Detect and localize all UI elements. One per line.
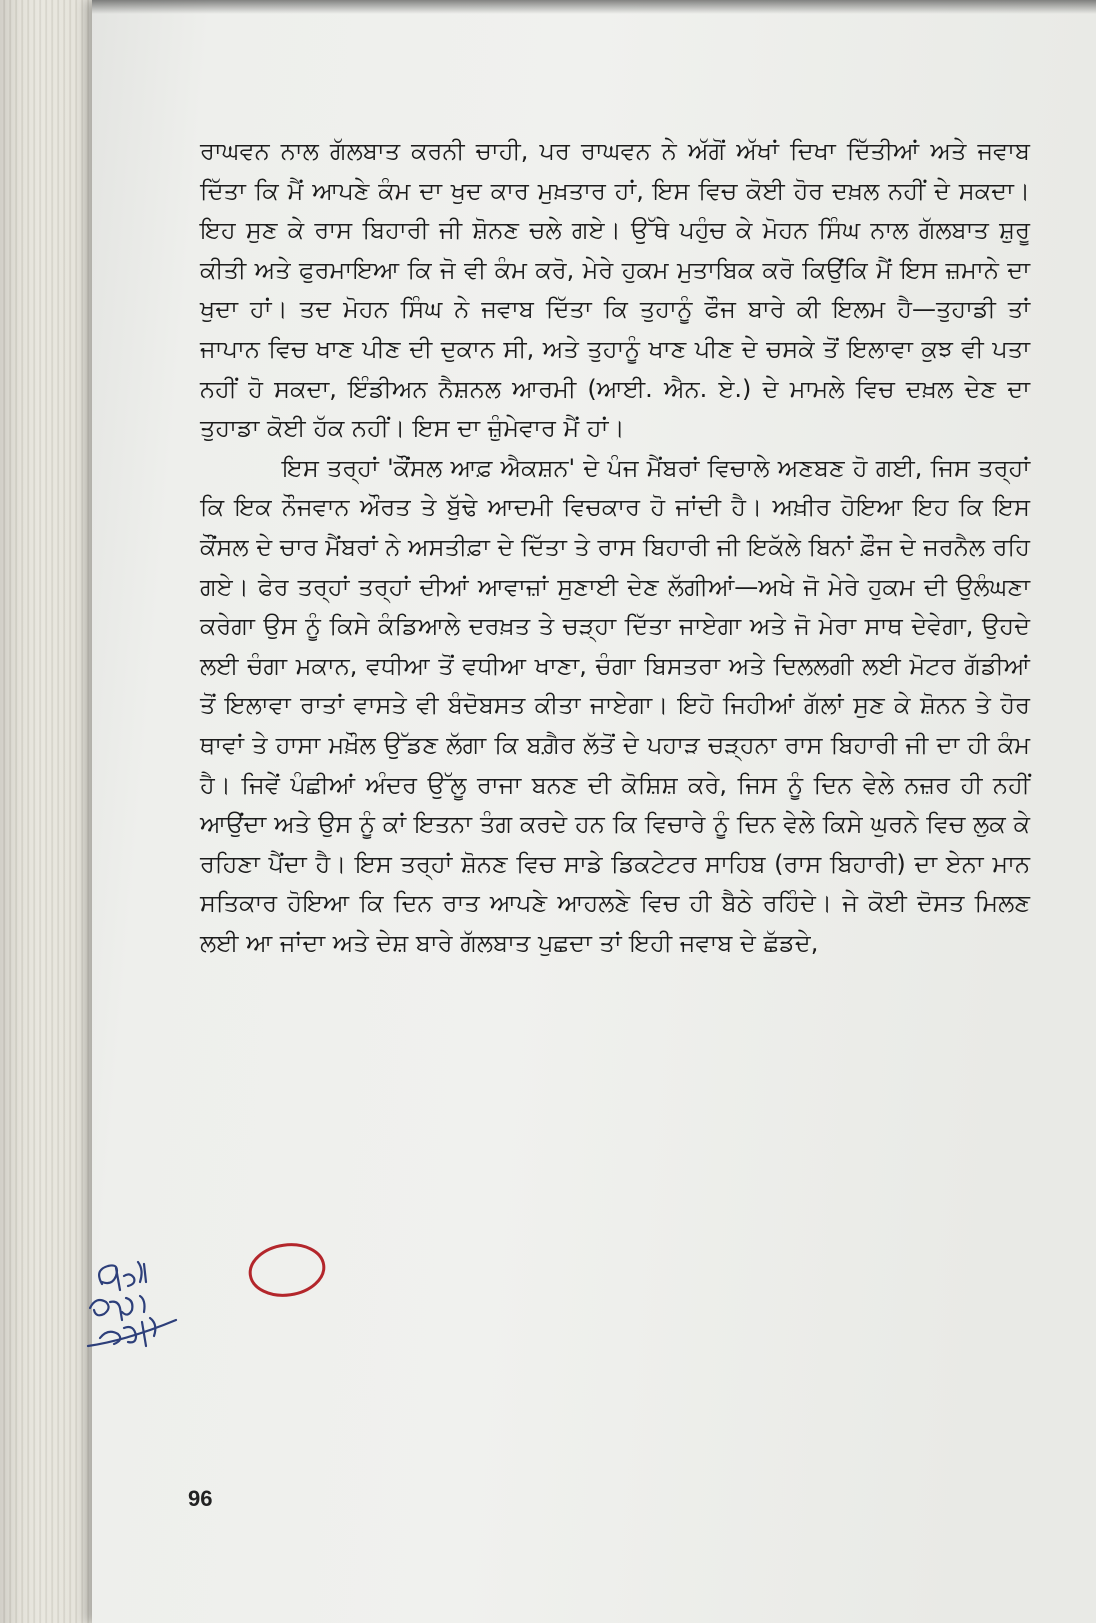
margin-note-scribble xyxy=(80,1246,190,1366)
page-top-shadow xyxy=(92,0,1096,14)
paragraph-1: ਰਾਘਵਨ ਨਾਲ ਗੱਲਬਾਤ ਕਰਨੀ ਚਾਹੀ, ਪਰ ਰਾਘਵਨ ਨੇ ਅੱਗੋਂ ਅੱਖਾਂ ਦਿਖਾ ਦਿੱਤੀਆਂ ਅਤੇ ਜਵਾਬ ਦਿੱਤਾ ਕਿ ਮੈਂ ਆਪਣੇ ਕੰਮ ਦਾ ਖੁਦ ਕਾਰ ਮੁਖ਼ਤਾਰ ਹਾਂ, ਇਸ ਵਿਚ ਕੋਈ ਹੋਰ ਦਖ਼ਲ ਨਹੀਂ ਦੇ ਸਕਦਾ। ਇਹ ਸੁਣ ਕੇ ਰਾਸ ਬਿਹਾਰੀ ਜੀ ਸ਼ੋਨਣ ਚਲੇ ਗਏ। ਉੱਥੇ ਪਹੁੰਚ ਕੇ ਮੋਹਨ ਸਿੰਘ ਨਾਲ ਗੱਲਬਾਤ ਸ਼ੁਰੂ ਕੀਤੀ ਅਤੇ ਫੁਰਮਾਇਆ ਕਿ ਜੋ ਵੀ ਕੰਮ ਕਰੋ, ਮੇਰੇ ਹੁਕਮ ਮੁਤਾਬਿਕ ਕਰੋ ਕਿਉਂਕਿ ਮੈਂ ਇਸ ਜ਼ਮਾਨੇ ਦਾ ਖੁਦਾ ਹਾਂ। ਤਦ ਮੋਹਨ ਸਿੰਘ ਨੇ ਜਵਾਬ ਦਿੱਤਾ ਕਿ ਤੁਹਾਨੂੰ ਫੌਜ ਬਾਰੇ ਕੀ ਇਲਮ ਹੈ—ਤੁਹਾਡੀ ਤਾਂ ਜਾਪਾਨ ਵਿਚ ਖਾਣ ਪੀਣ ਦੀ ਦੁਕਾਨ ਸੀ, ਅਤੇ ਤੁਹਾਨੂੰ ਖਾਣ ਪੀਣ ਦੇ ਚਸਕੇ ਤੋਂ ਇਲਾਵਾ ਕੁਝ ਵੀ ਪਤਾ ਨਹੀਂ ਹੋ ਸਕਦਾ, ਇੰਡੀਅਨ ਨੈਸ਼ਨਲ ਆਰਮੀ (ਆਈ. ਐਨ. ਏ.) ਦੇ ਮਾਮਲੇ ਵਿਚ ਦਖ਼ਲ ਦੇਣ ਦਾ ਤੁਹਾਡਾ ਕੋਈ ਹੱਕ ਨਹੀਂ। ਇਸ ਦਾ ਜ਼ੁੰਮੇਵਾਰ ਮੈਂ ਹਾਂ। xyxy=(200,137,1030,443)
page-number: 96 xyxy=(188,1486,213,1511)
page-stack-edge xyxy=(0,0,100,1623)
handwritten-circle-mark xyxy=(246,1240,328,1300)
paragraph-2: ਇਸ ਤਰ੍ਹਾਂ 'ਕੌਂਸਲ ਆਫ਼ ਐਕਸ਼ਨ' ਦੇ ਪੰਜ ਮੈਂਬਰਾਂ ਵਿਚਾਲੇ ਅਣਬਣ ਹੋ ਗਈ, ਜਿਸ ਤਰ੍ਹਾਂ ਕਿ ਇਕ ਨੌਜਵਾਨ ਔਰਤ ਤੇ ਬੁੱਢੇ ਆਦਮੀ ਵਿਚਕਾਰ ਹੋ ਜਾਂਦੀ ਹੈ। ਅਖ਼ੀਰ ਹੋਇਆ ਇਹ ਕਿ ਇਸ ਕੌਂਸਲ ਦੇ ਚਾਰ ਮੈਂਬਰਾਂ ਨੇ ਅਸਤੀਫ਼ਾ ਦੇ ਦਿੱਤਾ ਤੇ ਰਾਸ ਬਿਹਾਰੀ ਜੀ ਇਕੱਲੇ ਬਿਨਾਂ ਫ਼ੌਜ ਦੇ ਜਰਨੈਲ ਰਹਿ ਗਏ। ਫੇਰ ਤਰ੍ਹਾਂ ਤਰ੍ਹਾਂ ਦੀਆਂ ਆਵਾਜ਼ਾਂ ਸੁਣਾਈ ਦੇਣ ਲੱਗੀਆਂ—ਅਖੇ ਜੋ ਮੇਰੇ ਹੁਕਮ ਦੀ ਉਲੰਘਣਾ ਕਰੇਗਾ ਉਸ ਨੂੰ ਕਿਸੇ ਕੰਡਿਆਲੇ ਦਰਖ਼ਤ ਤੇ ਚੜ੍ਹਾ ਦਿੱਤਾ ਜਾਏਗਾ ਅਤੇ ਜੋ ਮੇਰਾ ਸਾਥ ਦੇਵੇਗਾ, ਉਹਦੇ ਲਈ ਚੰਗਾ ਮਕਾਨ, ਵਧੀਆ ਤੋਂ ਵਧੀਆ ਖਾਣਾ, ਚੰਗਾ ਬਿਸਤਰਾ ਅਤੇ ਦਿਲਲਗੀ ਲਈ ਮੋਟਰ ਗੱਡੀਆਂ ਤੋਂ ਇਲਾਵਾ ਰਾਤਾਂ ਵਾਸਤੇ ਵੀ ਬੰਦੋਬਸਤ ਕੀਤਾ ਜਾਏਗਾ। ਇਹੋ ਜਿਹੀਆਂ ਗੱਲਾਂ ਸੁਣ ਕੇ ਸ਼ੋਨਨ ਤੇ ਹੋਰ ਥਾਵਾਂ ਤੇ ਹਾਸਾ ਮਖ਼ੌਲ ਉੱਡਣ ਲੱਗਾ ਕਿ ਬਗ਼ੈਰ ਲੱਤੋਂ ਦੇ ਪਹਾੜ ਚੜ੍ਹਨਾ ਰਾਸ ਬਿਹਾਰੀ ਜੀ ਦਾ ਹੀ ਕੰਮ ਹੈ। ਜਿਵੇਂ ਪੰਛੀਆਂ ਅੰਦਰ ਉੱਲੂ ਰਾਜਾ ਬਨਣ ਦੀ ਕੋਸ਼ਿਸ਼ ਕਰੇ, ਜਿਸ ਨੂੰ ਦਿਨ ਵੇਲੇ ਨਜ਼ਰ ਹੀ ਨਹੀਂ ਆਉਂਦਾ ਅਤੇ ਉਸ ਨੂੰ ਕਾਂ ਇਤਨਾ ਤੰਗ ਕਰਦੇ ਹਨ ਕਿ ਵਿਚਾਰੇ ਨੂੰ ਦਿਨ ਵੇਲੇ ਕਿਸੇ ਘੁਰਨੇ ਵਿਚ ਲੁਕ ਕੇ ਰਹਿਣਾ ਪੈਂਦਾ ਹੈ। ਇਸ ਤਰ੍ਹਾਂ ਸ਼ੋਨਣ ਵਿਚ ਸਾਡੇ ਡਿਕਟੇਟਰ ਸਾਹਿਬ (ਰਾਸ ਬਿਹਾਰੀ) ਦਾ ਏਨਾ ਮਾਨ ਸਤਿਕਾਰ ਹੋਇਆ ਕਿ ਦਿਨ ਰਾਤ ਆਪਣੇ ਆਹਲਣੇ ਵਿਚ ਹੀ ਬੈਠੇ ਰਹਿੰਦੇ। ਜੇ ਕੋਈ ਦੋਸਤ ਮਿਲਣ ਲਈ ਆ ਜਾਂਦਾ ਅਤੇ ਦੇਸ਼ ਬਾਰੇ ਗੱਲਬਾਤ ਪੁਛਦਾ ਤਾਂ ਇਹੀ ਜਵਾਬ ਦੇ ਛੱਡਦੇ, xyxy=(200,453,1030,957)
page-body-text xyxy=(200,132,1030,963)
handwritten-margin-note xyxy=(80,1246,190,1366)
